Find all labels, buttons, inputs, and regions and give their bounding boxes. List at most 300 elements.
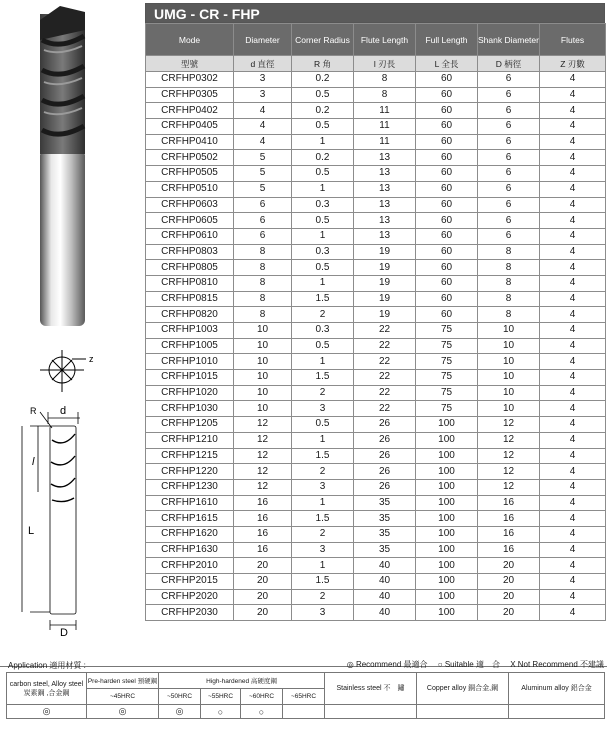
table-cell: CRFHP1610 (146, 495, 234, 511)
table-cell: 4 (540, 72, 606, 88)
table-cell: 0.3 (292, 323, 354, 339)
table-cell: 26 (354, 464, 416, 480)
table-cell: 4 (540, 213, 606, 229)
table-row (146, 213, 606, 229)
table-cell: 10 (478, 401, 540, 417)
table-cell: 4 (540, 542, 606, 558)
application-title: Application 適用材質 : (8, 661, 86, 670)
table-cell: 8 (234, 275, 292, 291)
header-cn-3: l 刃長 (354, 56, 416, 72)
table-row (146, 401, 606, 417)
table-cell: 4 (234, 103, 292, 119)
table-cell: 60 (416, 291, 478, 307)
table-cell: 12 (234, 432, 292, 448)
table-cell: 75 (416, 338, 478, 354)
table-cell: 4 (540, 197, 606, 213)
table-cell: 16 (234, 526, 292, 542)
table-cell: 75 (416, 401, 478, 417)
table-cell: 0.5 (292, 213, 354, 229)
header-2: Corner Radius (292, 24, 354, 56)
table-cell: 60 (416, 166, 478, 182)
table-cell: 8 (234, 260, 292, 276)
material-pre-harden: Pre-harden steel 預硬鋼 (87, 673, 159, 689)
flute-length-label: l (32, 456, 35, 468)
table-cell: CRFHP1020 (146, 385, 234, 401)
corner-radius-label: R (30, 406, 37, 416)
material-aluminum: Aluminum alloy 鋁合金 (509, 673, 605, 705)
table-cell: 22 (354, 354, 416, 370)
table-cell: 6 (478, 103, 540, 119)
table-cell: 20 (478, 589, 540, 605)
table-cell: 6 (234, 197, 292, 213)
table-cell: 0.3 (292, 244, 354, 260)
table-cell: CRFHP1615 (146, 511, 234, 527)
table-row (146, 275, 606, 291)
table-cell: 4 (540, 275, 606, 291)
table-cell: CRFHP0305 (146, 87, 234, 103)
table-cell: 60 (416, 213, 478, 229)
table-cell: 19 (354, 275, 416, 291)
table-row (146, 432, 606, 448)
z-axis-label: z (89, 354, 94, 364)
table-cell: 10 (478, 385, 540, 401)
series-title: UMG - CR - FHP (145, 3, 605, 23)
table-cell: 0.5 (292, 166, 354, 182)
table-cell: 10 (234, 385, 292, 401)
table-cell: 16 (478, 542, 540, 558)
table-cell: 26 (354, 417, 416, 433)
table-cell: CRFHP2010 (146, 558, 234, 574)
suitability-mark (509, 705, 605, 719)
table-cell: 4 (540, 558, 606, 574)
table-cell: CRFHP1620 (146, 526, 234, 542)
table-cell: 4 (540, 526, 606, 542)
table-cell: 100 (416, 511, 478, 527)
table-row (146, 354, 606, 370)
table-cell: 2 (292, 589, 354, 605)
material-high-hardened: High-hardened 高硬度鋼 (159, 673, 325, 689)
table-cell: 26 (354, 479, 416, 495)
table-cell: CRFHP0815 (146, 291, 234, 307)
suitability-mark: ◎ (87, 705, 159, 719)
table-cell: 3 (292, 605, 354, 621)
table-cell: CRFHP0402 (146, 103, 234, 119)
legend (339, 659, 604, 670)
table-cell: 10 (478, 370, 540, 386)
table-cell: CRFHP1005 (146, 338, 234, 354)
diameter-label: d (60, 405, 67, 417)
table-cell: 4 (540, 589, 606, 605)
table-cell: 1 (292, 432, 354, 448)
table-cell: CRFHP1030 (146, 401, 234, 417)
table-cell: 35 (354, 495, 416, 511)
table-cell: 1 (292, 275, 354, 291)
table-cell: 60 (416, 87, 478, 103)
table-cell: 0.5 (292, 260, 354, 276)
table-row (146, 495, 606, 511)
table-cell: 75 (416, 354, 478, 370)
table-cell: CRFHP0820 (146, 307, 234, 323)
table-cell: 4 (540, 385, 606, 401)
table-cell: CRFHP0405 (146, 119, 234, 135)
table-cell: 10 (478, 338, 540, 354)
suitability-mark: ◎ (159, 705, 201, 719)
header-cn-4: L 全長 (416, 56, 478, 72)
table-cell: 22 (354, 323, 416, 339)
table-cell: 6 (478, 166, 540, 182)
table-cell: 5 (234, 150, 292, 166)
table-row (146, 103, 606, 119)
table-row (146, 72, 606, 88)
table-cell: CRFHP0410 (146, 134, 234, 150)
table-cell: 35 (354, 511, 416, 527)
table-cell: 13 (354, 181, 416, 197)
table-cell: 35 (354, 526, 416, 542)
table-cell: 26 (354, 448, 416, 464)
table-cell: CRFHP1215 (146, 448, 234, 464)
table-row (146, 307, 606, 323)
material-copper: Copper alloy 銅合金,鋼 (417, 673, 509, 705)
table-cell: 3 (292, 542, 354, 558)
table-cell: 60 (416, 150, 478, 166)
table-cell: 4 (540, 260, 606, 276)
table-cell: 3 (292, 479, 354, 495)
table-cell: 4 (540, 134, 606, 150)
table-cell: 1.5 (292, 291, 354, 307)
table-cell: 2 (292, 307, 354, 323)
table-cell: 10 (478, 354, 540, 370)
table-cell: CRFHP1015 (146, 370, 234, 386)
table-cell: 8 (354, 72, 416, 88)
table-row (146, 370, 606, 386)
table-cell: 20 (478, 574, 540, 590)
table-cell: 12 (234, 448, 292, 464)
table-cell: 19 (354, 291, 416, 307)
table-cell: 20 (234, 589, 292, 605)
hrc-45: ~45HRC (87, 689, 159, 705)
table-cell: 22 (354, 338, 416, 354)
table-cell: 100 (416, 558, 478, 574)
table-cell: 60 (416, 119, 478, 135)
table-cell: 10 (234, 354, 292, 370)
table-cell: CRFHP0505 (146, 166, 234, 182)
table-cell: 2 (292, 526, 354, 542)
table-cell: 4 (540, 448, 606, 464)
table-cell: 5 (234, 166, 292, 182)
table-cell: 4 (234, 134, 292, 150)
table-row (146, 338, 606, 354)
table-cell: 4 (540, 574, 606, 590)
table-cell: CRFHP1010 (146, 354, 234, 370)
table-cell: 8 (234, 291, 292, 307)
table-cell: 22 (354, 401, 416, 417)
spec-table (145, 23, 606, 621)
table-row (146, 87, 606, 103)
material-carbon-steel: carbon steel, Alloy steel 炭素鋼 ,合金鋼 (7, 673, 87, 705)
suitability-mark: ○ (201, 705, 241, 719)
header-cn-1: d 直徑 (234, 56, 292, 72)
table-cell: CRFHP0605 (146, 213, 234, 229)
table-row (146, 119, 606, 135)
table-cell: 6 (234, 228, 292, 244)
table-cell: 13 (354, 166, 416, 182)
table-row (146, 385, 606, 401)
table-cell: 6 (478, 72, 540, 88)
table-cell: 1 (292, 228, 354, 244)
table-cell: 6 (478, 213, 540, 229)
suitability-mark (283, 705, 325, 719)
table-row (146, 417, 606, 433)
table-row (146, 197, 606, 213)
table-cell: 22 (354, 385, 416, 401)
table-cell: 1 (292, 181, 354, 197)
table-cell: 6 (478, 150, 540, 166)
legend-not-recommend: X Not Recommend 不建議 (510, 660, 604, 669)
table-cell: 20 (234, 574, 292, 590)
table-cell: CRFHP0603 (146, 197, 234, 213)
shank-diameter-label: D (60, 627, 68, 639)
table-cell: 6 (478, 197, 540, 213)
table-cell: 19 (354, 244, 416, 260)
table-row (146, 228, 606, 244)
table-cell: 60 (416, 72, 478, 88)
table-cell: 40 (354, 605, 416, 621)
header-6: Flutes (540, 24, 606, 56)
table-cell: CRFHP0302 (146, 72, 234, 88)
table-cell: 19 (354, 307, 416, 323)
table-cell: 8 (478, 275, 540, 291)
table-cell: 4 (540, 511, 606, 527)
table-cell: 1.5 (292, 574, 354, 590)
legend-suitable: ○ Suitable 適 合 (437, 660, 500, 669)
table-cell: 19 (354, 260, 416, 276)
table-cell: 6 (234, 213, 292, 229)
table-cell: 0.2 (292, 150, 354, 166)
table-cell: 75 (416, 323, 478, 339)
table-cell: 8 (478, 291, 540, 307)
header-cn-5: D 柄徑 (478, 56, 540, 72)
table-cell: CRFHP2020 (146, 589, 234, 605)
table-cell: 100 (416, 464, 478, 480)
table-cell: 6 (478, 134, 540, 150)
table-cell: 4 (234, 119, 292, 135)
table-cell: 100 (416, 432, 478, 448)
table-cell: 16 (478, 511, 540, 527)
table-row (146, 244, 606, 260)
table-cell: 12 (234, 464, 292, 480)
table-cell: 12 (478, 432, 540, 448)
table-cell: 60 (416, 181, 478, 197)
table-cell: 11 (354, 134, 416, 150)
table-cell: 10 (478, 323, 540, 339)
table-cell: 4 (540, 417, 606, 433)
tool-illustration (0, 0, 145, 639)
table-cell: 8 (478, 307, 540, 323)
table-cell: 20 (478, 605, 540, 621)
table-cell: 12 (234, 417, 292, 433)
table-cell: 0.2 (292, 72, 354, 88)
table-cell: 4 (540, 244, 606, 260)
table-cell: 8 (354, 87, 416, 103)
cross-section-icon (40, 350, 86, 392)
table-cell: 60 (416, 197, 478, 213)
table-cell: CRFHP1230 (146, 479, 234, 495)
table-cell: 10 (234, 370, 292, 386)
table-cell: 100 (416, 448, 478, 464)
table-cell: 16 (478, 495, 540, 511)
suitability-mark: ○ (241, 705, 283, 719)
table-cell: 100 (416, 495, 478, 511)
spec-table-panel (145, 3, 605, 621)
header-4: Full Length (416, 24, 478, 56)
header-3: Flute Length (354, 24, 416, 56)
table-cell: 8 (478, 244, 540, 260)
table-row (146, 589, 606, 605)
table-cell: 40 (354, 589, 416, 605)
table-cell: 0.5 (292, 87, 354, 103)
table-cell: 8 (478, 260, 540, 276)
table-cell: 60 (416, 228, 478, 244)
table-cell: 4 (540, 87, 606, 103)
table-cell: 4 (540, 605, 606, 621)
table-cell: 60 (416, 244, 478, 260)
table-cell: 60 (416, 134, 478, 150)
table-cell: 4 (540, 370, 606, 386)
header-0: Mode (146, 24, 234, 56)
header-1: Diameter (234, 24, 292, 56)
header-cn-6: Z 刃數 (540, 56, 606, 72)
table-cell: 12 (478, 479, 540, 495)
table-cell: 100 (416, 526, 478, 542)
table-cell: 22 (354, 370, 416, 386)
table-cell: 4 (540, 338, 606, 354)
table-cell: 4 (540, 150, 606, 166)
table-cell: CRFHP1220 (146, 464, 234, 480)
table-cell: 75 (416, 385, 478, 401)
table-cell: CRFHP0510 (146, 181, 234, 197)
table-cell: 100 (416, 542, 478, 558)
table-cell: 12 (478, 464, 540, 480)
table-cell: 5 (234, 181, 292, 197)
table-cell: 4 (540, 323, 606, 339)
table-cell: 0.5 (292, 417, 354, 433)
table-cell: CRFHP0803 (146, 244, 234, 260)
table-cell: 16 (234, 511, 292, 527)
table-cell: 0.3 (292, 197, 354, 213)
hrc-55: ~55HRC (201, 689, 241, 705)
table-cell: 6 (478, 181, 540, 197)
tool-photo (40, 6, 85, 326)
table-cell: 4 (540, 432, 606, 448)
table-cell: 10 (234, 323, 292, 339)
table-cell: CRFHP1630 (146, 542, 234, 558)
table-cell: 13 (354, 213, 416, 229)
table-cell: 4 (540, 495, 606, 511)
table-row (146, 260, 606, 276)
table-cell: 75 (416, 370, 478, 386)
table-cell: CRFHP1205 (146, 417, 234, 433)
table-row (146, 150, 606, 166)
table-cell: 100 (416, 589, 478, 605)
table-cell: 4 (540, 291, 606, 307)
table-cell: 4 (540, 228, 606, 244)
table-cell: 0.2 (292, 103, 354, 119)
table-cell: 1 (292, 495, 354, 511)
header-cn-2: R 角 (292, 56, 354, 72)
table-cell: 6 (478, 228, 540, 244)
table-cell: CRFHP0805 (146, 260, 234, 276)
table-cell: 4 (540, 166, 606, 182)
table-cell: 100 (416, 574, 478, 590)
table-cell: 16 (234, 542, 292, 558)
table-cell: 4 (540, 181, 606, 197)
table-cell: 1.5 (292, 448, 354, 464)
table-cell: 13 (354, 150, 416, 166)
table-cell: 12 (478, 417, 540, 433)
table-cell: CRFHP0502 (146, 150, 234, 166)
table-cell: 40 (354, 574, 416, 590)
table-cell: 4 (540, 464, 606, 480)
table-cell: 13 (354, 228, 416, 244)
table-cell: 13 (354, 197, 416, 213)
table-cell: 16 (234, 495, 292, 511)
table-row (146, 464, 606, 480)
material-stainless: Stainless steel 不 鏽 (325, 673, 417, 705)
table-row (146, 511, 606, 527)
table-cell: 100 (416, 605, 478, 621)
hrc-60: ~60HRC (241, 689, 283, 705)
table-cell: 60 (416, 260, 478, 276)
table-cell: 16 (478, 526, 540, 542)
hrc-65: ~65HRC (283, 689, 325, 705)
table-cell: 1.5 (292, 370, 354, 386)
table-cell: 3 (292, 401, 354, 417)
table-cell: 26 (354, 432, 416, 448)
table-cell: 4 (540, 479, 606, 495)
table-cell: 35 (354, 542, 416, 558)
table-row (146, 323, 606, 339)
table-cell: 8 (234, 307, 292, 323)
table-cell: 11 (354, 103, 416, 119)
table-row (146, 448, 606, 464)
table-cell: 60 (416, 307, 478, 323)
table-cell: 4 (540, 354, 606, 370)
table-cell: 2 (292, 464, 354, 480)
table-cell: 0.5 (292, 119, 354, 135)
application-section (6, 656, 604, 719)
table-cell: 6 (478, 87, 540, 103)
table-cell: 0.5 (292, 338, 354, 354)
table-row (146, 479, 606, 495)
table-cell: 1 (292, 354, 354, 370)
application-table (6, 672, 605, 719)
end-mill-drawing (0, 0, 145, 639)
table-row (146, 181, 606, 197)
table-cell: CRFHP1210 (146, 432, 234, 448)
table-cell: 3 (234, 72, 292, 88)
table-cell: 10 (234, 401, 292, 417)
full-length-label: L (28, 525, 35, 537)
table-row (146, 134, 606, 150)
table-cell: 11 (354, 119, 416, 135)
table-cell: 1 (292, 134, 354, 150)
header-cn-0: 型號 (146, 56, 234, 72)
table-cell: 4 (540, 401, 606, 417)
table-cell: 4 (540, 307, 606, 323)
table-cell: 1.5 (292, 511, 354, 527)
table-cell: 4 (540, 103, 606, 119)
table-row (146, 558, 606, 574)
